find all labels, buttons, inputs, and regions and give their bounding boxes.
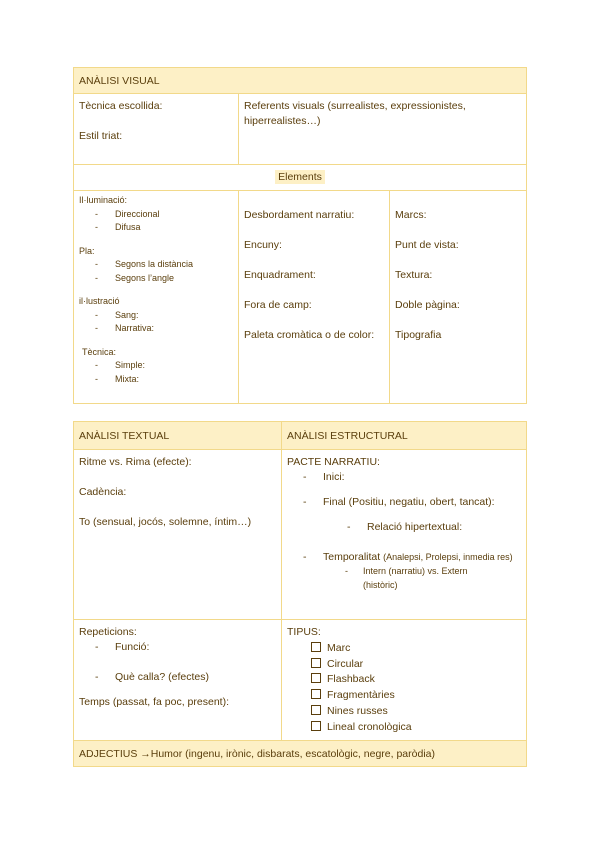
list-item: - Direccional <box>95 208 160 219</box>
checkbox[interactable] <box>311 705 321 715</box>
elements-title: Elements <box>275 170 325 184</box>
visual-left-cell <box>74 94 238 164</box>
structural-header: ANÀLISI ESTRUCTURAL <box>281 422 526 449</box>
tecnica-sub-label: Tècnica: <box>82 346 117 357</box>
tipus-option[interactable]: Fragmentàries <box>287 688 521 704</box>
checkbox[interactable] <box>311 642 321 652</box>
list-item: - Relació hipertextual: <box>347 521 463 533</box>
list-item: - Simple: <box>95 360 146 370</box>
tipus-option[interactable]: Marc <box>287 641 521 657</box>
textual-header: ANÀLISI TEXTUAL <box>74 422 281 449</box>
elements-item: Doble pàgina: <box>395 299 460 311</box>
list-item: - Funció: <box>95 641 150 653</box>
list-item: - Què calla? (efectes) <box>95 671 209 683</box>
repeticions-label: Repeticions: <box>79 626 137 638</box>
elements-item: Punt de vista: <box>395 239 459 251</box>
list-item: - Difusa <box>95 222 141 232</box>
elements-title-cell <box>74 165 526 190</box>
list-item: - Segons la distància <box>95 259 194 269</box>
checkbox[interactable] <box>311 721 321 731</box>
list-item: - Intern (narratiu) vs. Extern (històric) <box>345 566 468 590</box>
visual-analysis-table <box>73 67 527 404</box>
textual-bottom-cell <box>74 620 281 740</box>
tipus-option[interactable]: Lineal cronològica <box>287 720 521 736</box>
elements-item: Encuny: <box>244 239 282 251</box>
tipus-option[interactable]: Circular <box>287 657 521 673</box>
adjectius-label: ADJECTIUS →Humor (ingenu, irònic, disbarats, escatològic, negre, paròdia) <box>74 741 526 766</box>
temps-label: Temps (passat, fa poc, present): <box>79 696 229 708</box>
list-item: - Temporalitat (Analepsi, Prolepsi, inmedia res) <box>303 551 513 563</box>
tipus-option[interactable]: Flashback <box>287 672 521 688</box>
elements-col-1 <box>74 191 238 403</box>
tipus-label: TIPUS: <box>287 626 321 638</box>
elements-item: Tipografia <box>395 329 442 341</box>
textual-analysis-table <box>73 421 527 767</box>
checkbox[interactable] <box>311 658 321 668</box>
elements-item: Marcs: <box>395 209 427 221</box>
illustracio-label: il·lustració <box>79 296 120 306</box>
elements-col-2 <box>238 191 389 403</box>
checkbox[interactable] <box>311 673 321 683</box>
list-item: - Inici: <box>303 471 345 483</box>
list-item: - Segons l’angle <box>95 272 175 283</box>
pacte-label: PACTE NARRATIU: <box>287 456 380 468</box>
textual-top-cell <box>74 450 281 619</box>
list-item: - Sang: <box>95 309 139 320</box>
elements-item: Paleta cromàtica o de color: <box>244 329 375 341</box>
list-item: - Mixta: <box>95 373 140 384</box>
tipus-option[interactable]: Nines russes <box>287 704 521 720</box>
list-item: - Final (Positiu, negatiu, obert, tancat): <box>303 496 495 508</box>
elements-item: Desbordament narratiu: <box>244 209 355 221</box>
estil-label: Estil triat: <box>79 130 123 142</box>
list-item: - Narrativa: <box>95 323 155 333</box>
elements-item: Enquadrament: <box>244 269 316 281</box>
visual-header: ANÀLISI VISUAL <box>74 68 526 93</box>
elements-col-3 <box>389 191 526 403</box>
checkbox[interactable] <box>311 689 321 699</box>
pla-label: Pla: <box>79 245 95 256</box>
illuminacio-label: Il·luminació: <box>79 195 128 205</box>
referents-label: Referents visuals (surrealistes, expressionistes, hiperrealistes…) <box>244 100 466 127</box>
tecnica-label: Tècnica escollida: <box>79 100 163 112</box>
elements-item: Textura: <box>395 269 433 281</box>
structural-top-cell <box>281 450 526 619</box>
structural-bottom-cell <box>281 620 526 740</box>
referents-cell <box>238 94 526 164</box>
cadencia-label: Cadència: <box>79 486 127 498</box>
elements-item: Fora de camp: <box>244 299 312 311</box>
ritme-label: Ritme vs. Rima (efecte): <box>79 456 192 468</box>
to-label: To (sensual, jocós, solemne, íntim…) <box>79 516 252 528</box>
